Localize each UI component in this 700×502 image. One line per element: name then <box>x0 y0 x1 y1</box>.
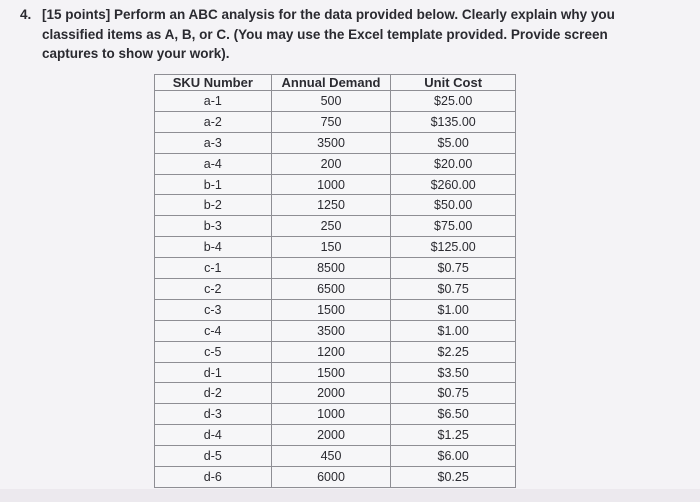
table-row <box>155 279 516 300</box>
unit-cost-cell: $125.00 <box>391 237 516 258</box>
unit-cost-cell: $20.00 <box>391 153 516 174</box>
unit-cost-cell: $6.00 <box>391 446 516 467</box>
sku-cell: b-4 <box>155 237 272 258</box>
table-row <box>155 320 516 341</box>
table-row <box>155 216 516 237</box>
sku-cell: d-3 <box>155 404 272 425</box>
sku-table <box>154 74 516 488</box>
table-row <box>155 446 516 467</box>
unit-cost-cell: $0.75 <box>391 258 516 279</box>
annual-demand-cell: 1000 <box>271 404 391 425</box>
sku-cell: d-5 <box>155 446 272 467</box>
table-row <box>155 404 516 425</box>
annual-demand-cell: 1200 <box>271 341 391 362</box>
unit-cost-cell: $0.75 <box>391 279 516 300</box>
unit-cost-cell: $135.00 <box>391 111 516 132</box>
unit-cost-cell: $1.00 <box>391 299 516 320</box>
table-row <box>155 195 516 216</box>
question-number: 4. <box>20 7 32 22</box>
annual-demand-cell: 1000 <box>271 174 391 195</box>
page-bottom-edge <box>0 489 700 502</box>
unit-cost-cell: $3.50 <box>391 362 516 383</box>
unit-cost-cell: $1.25 <box>391 425 516 446</box>
unit-cost-cell: $1.00 <box>391 320 516 341</box>
sku-cell: a-3 <box>155 132 272 153</box>
annual-demand-cell: 8500 <box>271 258 391 279</box>
table-row <box>155 237 516 258</box>
annual-demand-cell: 200 <box>271 153 391 174</box>
annual-demand-cell: 500 <box>271 91 391 112</box>
unit-cost-cell: $260.00 <box>391 174 516 195</box>
sku-cell: c-3 <box>155 299 272 320</box>
sku-cell: d-6 <box>155 467 272 488</box>
sku-cell: c-5 <box>155 341 272 362</box>
annual-demand-cell: 6000 <box>271 467 391 488</box>
table-row <box>155 258 516 279</box>
header-unit-cost: Unit Cost <box>391 75 516 91</box>
unit-cost-cell: $5.00 <box>391 132 516 153</box>
sku-cell: c-4 <box>155 320 272 341</box>
table-row <box>155 299 516 320</box>
sku-cell: a-2 <box>155 111 272 132</box>
table-row <box>155 153 516 174</box>
unit-cost-cell: $0.25 <box>391 467 516 488</box>
annual-demand-cell: 3500 <box>271 132 391 153</box>
sku-cell: d-2 <box>155 383 272 404</box>
annual-demand-cell: 150 <box>271 237 391 258</box>
table-row <box>155 111 516 132</box>
sku-cell: b-2 <box>155 195 272 216</box>
annual-demand-cell: 2000 <box>271 383 391 404</box>
annual-demand-cell: 250 <box>271 216 391 237</box>
table-body <box>155 91 516 488</box>
sku-cell: b-3 <box>155 216 272 237</box>
unit-cost-cell: $25.00 <box>391 91 516 112</box>
annual-demand-cell: 1500 <box>271 362 391 383</box>
sku-cell: d-1 <box>155 362 272 383</box>
header-sku-number: SKU Number <box>155 75 272 91</box>
table-header-row <box>155 75 516 91</box>
annual-demand-cell: 1500 <box>271 299 391 320</box>
table-row <box>155 174 516 195</box>
question-text: [15 points] Perform an ABC analysis for the data provided below. Clearly explain why you classified items as A, B, or C. (You may use the Excel template provided. Provide screen captures to show your work). <box>42 7 615 61</box>
table-row <box>155 362 516 383</box>
annual-demand-cell: 3500 <box>271 320 391 341</box>
table-row <box>155 425 516 446</box>
sku-cell: a-4 <box>155 153 272 174</box>
unit-cost-cell: $75.00 <box>391 216 516 237</box>
annual-demand-cell: 750 <box>271 111 391 132</box>
annual-demand-cell: 2000 <box>271 425 391 446</box>
sku-table-container <box>154 74 516 488</box>
header-annual-demand: Annual Demand <box>271 75 391 91</box>
question-prompt <box>20 5 660 64</box>
table-row <box>155 383 516 404</box>
unit-cost-cell: $50.00 <box>391 195 516 216</box>
unit-cost-cell: $0.75 <box>391 383 516 404</box>
table-row <box>155 91 516 112</box>
sku-cell: c-1 <box>155 258 272 279</box>
sku-cell: c-2 <box>155 279 272 300</box>
table-row <box>155 132 516 153</box>
unit-cost-cell: $2.25 <box>391 341 516 362</box>
annual-demand-cell: 6500 <box>271 279 391 300</box>
sku-cell: d-4 <box>155 425 272 446</box>
annual-demand-cell: 450 <box>271 446 391 467</box>
unit-cost-cell: $6.50 <box>391 404 516 425</box>
annual-demand-cell: 1250 <box>271 195 391 216</box>
table-row <box>155 467 516 488</box>
table-row <box>155 341 516 362</box>
sku-cell: a-1 <box>155 91 272 112</box>
sku-cell: b-1 <box>155 174 272 195</box>
